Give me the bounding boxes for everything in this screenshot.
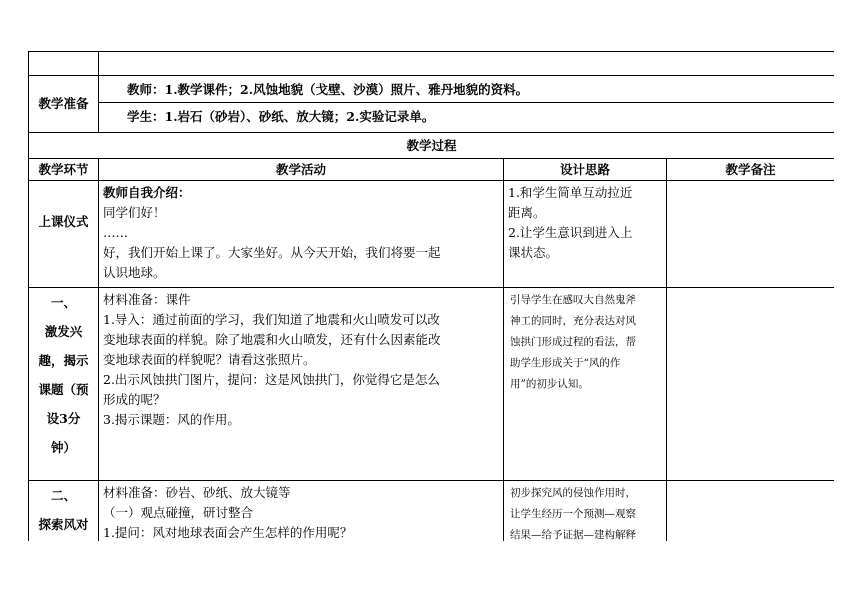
table-row xyxy=(29,181,835,288)
activity-cell: 教师自我介绍： 同学们好！ …… 好，我们开始上课了。大家坐好。从今天开始，我们将要一起 认识地球。 xyxy=(99,181,504,288)
process-title-row xyxy=(29,133,835,159)
prep-teacher: 教师：1.教学课件；2.风蚀地貌（戈壁、沙漠）照片、雅丹地貌的资料。 xyxy=(99,76,835,103)
header-activity: 教学活动 xyxy=(99,159,504,181)
design-cell: 1.和学生简单互动拉近 距离。 2.让学生意识到进入上 课状态。 xyxy=(504,181,667,288)
blank-cell xyxy=(29,52,99,76)
stage-cell: 上课仪式 xyxy=(29,181,99,288)
lesson-plan-page xyxy=(28,51,834,541)
blank-top-row xyxy=(29,52,835,76)
stage-cell: 二、 探索风对 xyxy=(29,481,99,542)
activity-cell: 材料准备：课件 1.导入：通过前面的学习，我们知道了地震和火山喷发可以改 变地球表面的样貌。除了地震和火山喷发，还有什么因素能改 变地球表面的样貌呢？请看这张照片。 2.出示风蚀拱门图片，提问：这是风蚀拱门，你觉得它是怎么 形成的呢？ 3.揭示课题：风的作用。 xyxy=(99,288,504,481)
note-cell xyxy=(667,481,835,542)
header-stage: 教学环节 xyxy=(29,159,99,181)
design-cell: 引导学生在感叹大自然鬼斧 神工的同时，充分表达对风 蚀拱门形成过程的看法，帮 助学生形成关于“风的作 用”的初步认知。 xyxy=(504,288,667,481)
lesson-plan-table xyxy=(28,51,834,541)
stage-cell: 一、 激发兴 趣，揭示 课题（预 设3分 钟） xyxy=(29,288,99,481)
header-design: 设计思路 xyxy=(504,159,667,181)
blank-cell xyxy=(99,52,835,76)
prep-row-student xyxy=(29,103,835,133)
process-title: 教学过程 xyxy=(29,133,835,159)
design-cell: 初步探究风的侵蚀作用时， 让学生经历一个预测—观察 结果—给予证据—建构解释 xyxy=(504,481,667,542)
header-note: 教学备注 xyxy=(667,159,835,181)
table-row xyxy=(29,288,835,481)
table-row xyxy=(29,481,835,542)
header-row xyxy=(29,159,835,181)
note-cell xyxy=(667,181,835,288)
note-cell xyxy=(667,288,835,481)
activity-cell: 材料准备：砂岩、砂纸、放大镜等 （一）观点碰撞，研讨整合 1.提问：风对地球表面会产生怎样的作用呢？ xyxy=(99,481,504,542)
prep-row-teacher xyxy=(29,76,835,103)
prep-label: 教学准备 xyxy=(29,76,99,133)
prep-student: 学生：1.岩石（砂岩）、砂纸、放大镜；2.实验记录单。 xyxy=(99,103,835,133)
